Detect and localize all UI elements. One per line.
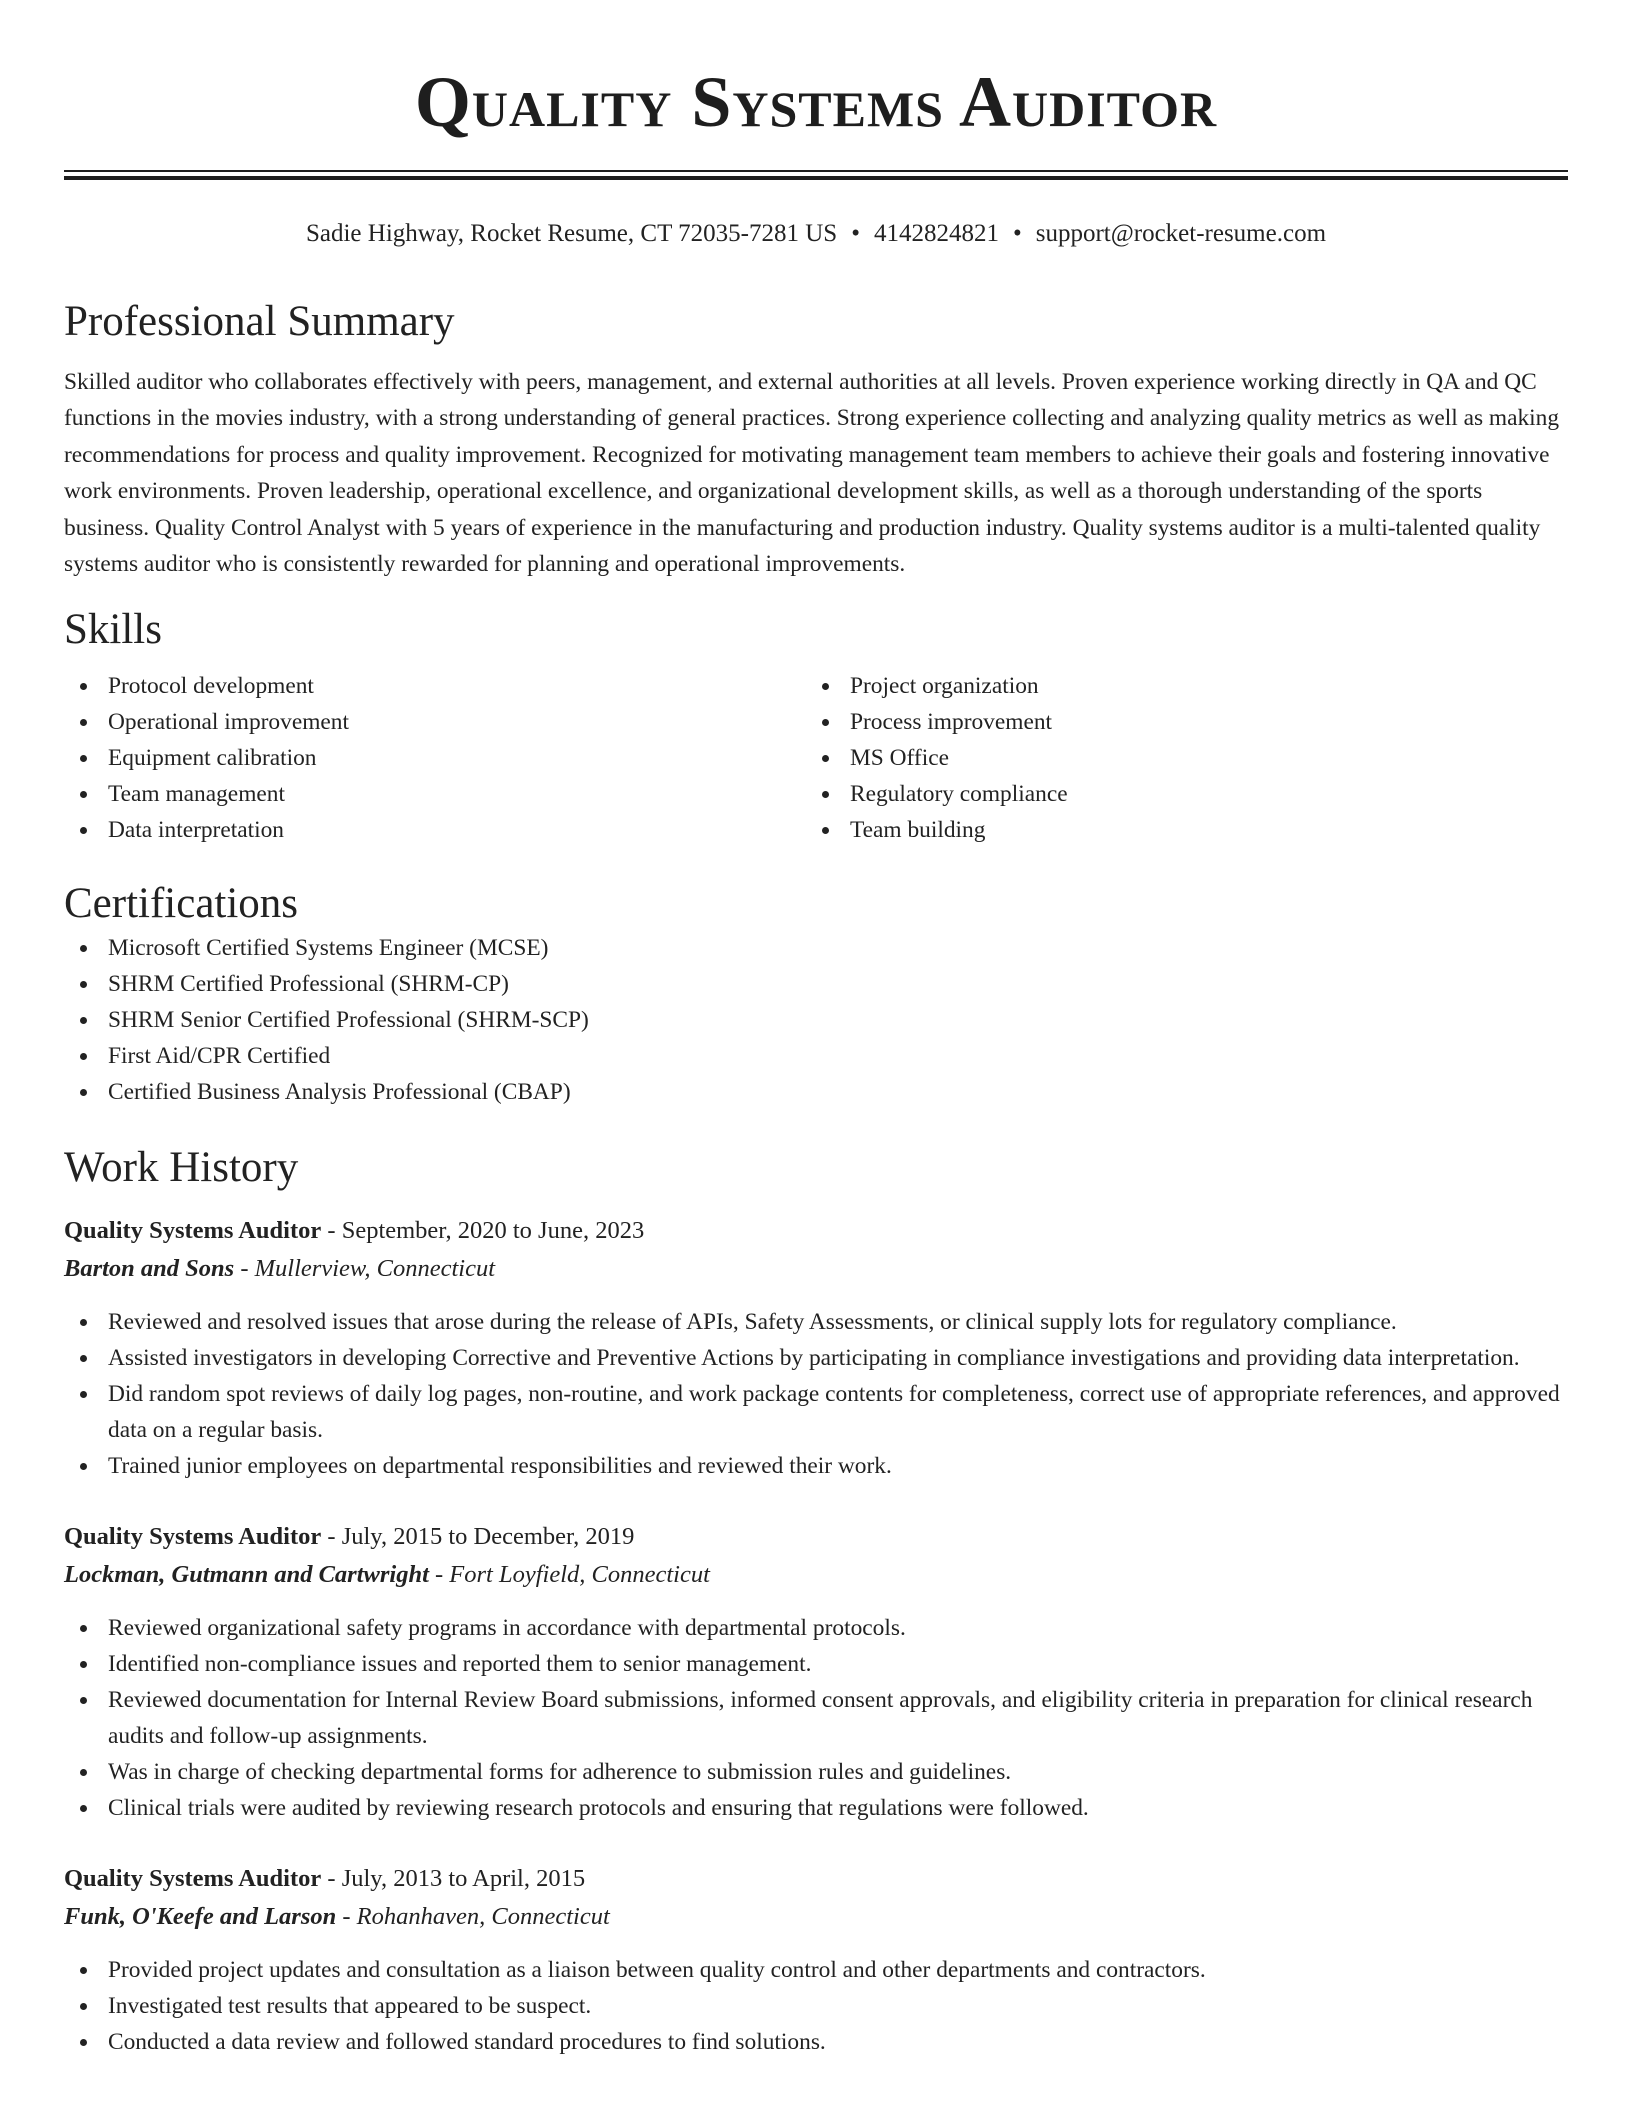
job-bullet: Conducted a data review and followed standard procedures to find solutions.	[64, 2024, 1568, 2060]
skills-list-left	[64, 668, 806, 848]
skill-item: Operational improvement	[64, 704, 806, 740]
contact-separator: •	[851, 220, 860, 247]
skill-item: Protocol development	[64, 668, 806, 704]
skills-column-right	[806, 668, 1548, 848]
job-company-line	[64, 1250, 1568, 1288]
job-dates: - July, 2015 to December, 2019	[321, 1523, 635, 1551]
job-title-line	[64, 1212, 1568, 1250]
job-bullet: Investigated test results that appeared to be suspect.	[64, 1988, 1568, 2024]
skill-item: Regulatory compliance	[806, 776, 1548, 812]
job-location: - Mullerview, Connecticut	[234, 1255, 496, 1283]
job-title-line	[64, 1518, 1568, 1556]
skill-item: Project organization	[806, 668, 1548, 704]
job-bullet: Trained junior employees on departmental responsibilities and reviewed their work.	[64, 1448, 1568, 1484]
certifications-section	[64, 878, 1568, 1110]
job-location: - Rohanhaven, Connecticut	[336, 1903, 610, 1931]
certification-item: SHRM Senior Certified Professional (SHRM-SCP)	[64, 1002, 1568, 1038]
certifications-list	[64, 930, 1568, 1110]
job-bullets	[64, 1952, 1568, 2060]
contact-line	[64, 218, 1568, 250]
page-title: Quality Systems Auditor	[414, 62, 1218, 142]
resume-page	[64, 0, 1568, 2060]
section-heading-summary: Professional Summary	[64, 298, 455, 345]
professional-summary-section	[64, 296, 1568, 582]
skills-section	[64, 604, 1568, 848]
job-bullet: Reviewed and resolved issues that arose during the release of APIs, Safety Assessments, or clinical supply lots for regulatory compliance.	[64, 1304, 1568, 1340]
skills-column-left	[64, 668, 806, 848]
job-role: Quality Systems Auditor	[64, 1865, 322, 1893]
certification-item: Certified Business Analysis Professional (CBAP)	[64, 1074, 1568, 1110]
work-history-section	[64, 1142, 1568, 2060]
section-heading-work-history: Work History	[64, 1144, 299, 1192]
skill-item: Equipment calibration	[64, 740, 806, 776]
job-entry	[64, 1212, 1568, 1484]
job-entry	[64, 1860, 1568, 2060]
job-dates: - July, 2013 to April, 2015	[321, 1865, 586, 1893]
skill-item: Team building	[806, 812, 1548, 848]
job-company: Lockman, Gutmann and Cartwright	[64, 1561, 429, 1589]
job-company-line	[64, 1556, 1568, 1594]
job-role: Quality Systems Auditor	[64, 1217, 322, 1245]
job-bullet: Clinical trials were audited by reviewing research protocols and ensuring that regulations were followed.	[64, 1790, 1568, 1826]
section-heading-skills: Skills	[64, 606, 162, 654]
job-bullet: Identified non-compliance issues and reported them to senior management.	[64, 1646, 1568, 1682]
job-dates: - September, 2020 to June, 2023	[321, 1217, 645, 1245]
job-bullet: Reviewed documentation for Internal Review Board submissions, informed consent approvals, and eligibility criteria in preparation for clinical research audits and follow-up assignments.	[64, 1682, 1568, 1754]
certification-item: SHRM Certified Professional (SHRM-CP)	[64, 966, 1568, 1002]
job-company: Barton and Sons	[64, 1255, 235, 1283]
certification-item: Microsoft Certified Systems Engineer (MCSE)	[64, 930, 1568, 966]
contact-phone: 4142824821	[873, 220, 999, 247]
job-bullet: Did random spot reviews of daily log pages, non-routine, and work package contents for completeness, correct use of appropriate references, and approved data on a regular basis.	[64, 1376, 1568, 1448]
skills-grid	[64, 668, 1568, 848]
summary-text: Skilled auditor who collaborates effectively with peers, management, and external authorities at all levels. Proven experience working directly in QA and QC functions in the movies industry, with a strong understanding of general practices. Strong experience collecting and analyzing quality metrics as well as making recommendations for process and quality improvement. Recognized for motivating management team members to achieve their goals and fostering innovative work environments. Proven leadership, operational excellence, and organizational development skills, as well as a thorough understanding of the sports business. Quality Control Analyst with 5 years of experience in the manufacturing and production industry. Quality systems auditor is a multi-talented quality systems auditor who is consistently rewarded for planning and operational improvements.	[64, 369, 1560, 578]
job-bullet: Reviewed organizational safety programs in accordance with departmental protocols.	[64, 1610, 1568, 1646]
skill-item: Process improvement	[806, 704, 1548, 740]
contact-email: support@rocket-resume.com	[1035, 220, 1327, 247]
skills-list-right	[806, 668, 1548, 848]
job-company: Funk, O'Keefe and Larson	[64, 1903, 337, 1931]
job-bullet: Assisted investigators in developing Corrective and Preventive Actions by participating in compliance investigations and providing data interpretation.	[64, 1340, 1568, 1376]
job-bullet: Was in charge of checking departmental forms for adherence to submission rules and guidelines.	[64, 1754, 1568, 1790]
skill-item: MS Office	[806, 740, 1548, 776]
job-bullets	[64, 1610, 1568, 1826]
job-company-line	[64, 1898, 1568, 1936]
section-heading-certifications: Certifications	[64, 880, 299, 928]
job-role: Quality Systems Auditor	[64, 1523, 322, 1551]
skill-item: Team management	[64, 776, 806, 812]
certification-item: First Aid/CPR Certified	[64, 1038, 1568, 1074]
jobs-container	[64, 1212, 1568, 2060]
contact-address: Sadie Highway, Rocket Resume, CT 72035-7281 US	[305, 220, 838, 247]
job-location: - Fort Loyfield, Connecticut	[428, 1561, 710, 1589]
skill-item: Data interpretation	[64, 812, 806, 848]
title-double-rule	[64, 170, 1568, 180]
contact-separator: •	[1012, 220, 1022, 247]
job-bullet: Provided project updates and consultation as a liaison between quality control and other departments and contractors.	[64, 1952, 1568, 1988]
job-entry	[64, 1518, 1568, 1826]
job-bullets	[64, 1304, 1568, 1484]
job-title-line	[64, 1860, 1568, 1898]
